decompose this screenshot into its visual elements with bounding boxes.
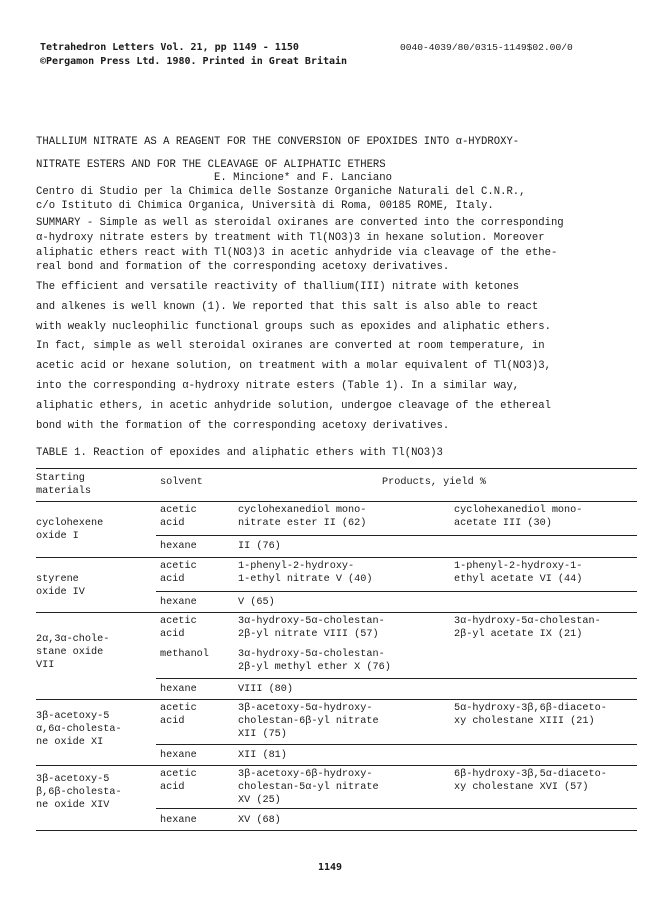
body-line: into the corresponding α-hydroxy nitrate esters (Table 1). In a similar way,: [36, 380, 520, 392]
body-line: with weakly nucleophilic functional groups such as epoxides and aliphatic ethers.: [36, 321, 551, 333]
summary-line: aliphatic ethers react with Tl(NO3)3 in acetic anhydride via cleavage of the ethe-: [36, 247, 558, 259]
table-row-material: 3β-acetoxy-5 α,6α-cholesta- ne oxide XI: [36, 711, 122, 748]
table-cell-product: cyclohexanediol mono- acetate III (30): [454, 505, 583, 529]
body-line: In fact, simple as well steroidal oxiranes are converted at room temperature, in: [36, 340, 545, 352]
body-line: aliphatic ethers, in acetic anhydride solution, undergoe cleavage of the ethereal: [36, 400, 551, 412]
table-cell-product: 3α-hydroxy-5α-cholestan- 2β-yl acetate IX (21): [454, 616, 601, 640]
header-starting-materials: Starting materials: [36, 473, 92, 497]
table-cell-solvent: acetic acid: [160, 505, 197, 529]
article-code: 0040-4039/80/0315-1149$02.00/0: [400, 42, 573, 53]
table-top-rule: [36, 468, 637, 469]
page-number: 1149: [318, 862, 343, 873]
header-rule: [36, 501, 637, 502]
sub-rule: [156, 744, 637, 745]
body-line: and alkenes is well known (1). We reported that this salt is also able to react: [36, 301, 539, 313]
summary-line: SUMMARY - Simple as well as steroidal oxiranes are converted into the corresponding: [36, 217, 564, 229]
table-cell-product: 3β-acetoxy-6β-hydroxy- cholestan-5α-yl nitrate XV (25): [238, 769, 379, 806]
group-rule: [36, 765, 637, 766]
table-row-material: cyclohexene oxide I: [36, 518, 104, 542]
table-cell-solvent: hexane: [160, 541, 197, 552]
table-cell-product: XV (68): [238, 815, 281, 826]
body-line: bond with the formation of the corresponding acetoxy derivatives.: [36, 420, 450, 432]
table-cell-solvent: acetic acid: [160, 561, 197, 585]
header-products: Products, yield %: [382, 477, 486, 488]
table-cell-product: 6β-hydroxy-3β,5α-diaceto- xy cholestane XVI (57): [454, 769, 607, 793]
group-rule: [36, 699, 637, 700]
table-cell-solvent: acetic acid: [160, 616, 197, 640]
table-cell-solvent: acetic acid: [160, 703, 197, 727]
journal-line: Tetrahedron Letters Vol. 21, pp 1149 - 1150: [40, 42, 299, 53]
table-row-material: 3β-acetoxy-5 β,6β-cholesta- ne oxide XIV: [36, 774, 122, 811]
table-cell-product: 1-phenyl-2-hydroxy-1- ethyl acetate VI (44): [454, 561, 583, 585]
table-cell-solvent: methanol: [160, 649, 209, 660]
table-cell-product: II (76): [238, 541, 281, 552]
table-row-material: styrene oxide IV: [36, 574, 85, 598]
group-rule: [36, 557, 637, 558]
table-cell-solvent: hexane: [160, 815, 197, 826]
header-solvent: solvent: [160, 477, 203, 488]
publisher-line: ©Pergamon Press Ltd. 1980. Printed in Great Britain: [40, 56, 348, 67]
table-cell-product: 1-phenyl-2-hydroxy- 1-ethyl nitrate V (40): [238, 561, 373, 585]
article-title-line-1: THALLIUM NITRATE AS A REAGENT FOR THE CONVERSION OF EPOXIDES INTO α-HYDROXY-: [36, 136, 520, 148]
group-rule: [36, 612, 637, 613]
table-bottom-rule: [36, 830, 637, 831]
article-title-line-2: NITRATE ESTERS AND FOR THE CLEAVAGE OF ALIPHATIC ETHERS: [36, 159, 386, 171]
table-caption: TABLE 1. Reaction of epoxides and aliphatic ethers with Tl(NO3)3: [36, 447, 443, 459]
table-cell-product: 3α-hydroxy-5α-cholestan- 2β-yl methyl ether X (76): [238, 649, 391, 673]
table-cell-product: 3β-acetoxy-5α-hydroxy- cholestan-6β-yl nitrate XII (75): [238, 703, 379, 740]
table-cell-product: 5α-hydroxy-3β,6β-diaceto- xy cholestane XIII (21): [454, 703, 607, 727]
sub-rule: [156, 535, 637, 536]
authors: E. Mincione* and F. Lanciano: [214, 172, 393, 184]
affiliation-line-1: Centro di Studio per la Chimica delle Sostanze Organiche Naturali del C.N.R.,: [36, 186, 526, 198]
summary-line: α-hydroxy nitrate esters by treatment with Tl(NO3)3 in hexane solution. Moreover: [36, 232, 545, 244]
table-cell-product: XII (81): [238, 750, 287, 761]
sub-rule: [156, 591, 637, 592]
body-line: The efficient and versatile reactivity of thallium(III) nitrate with ketones: [36, 281, 520, 293]
sub-rule: [156, 678, 637, 679]
affiliation-line-2: c/o Istituto di Chimica Organica, Università di Roma, 00185 ROME, Italy.: [36, 200, 494, 212]
table-cell-solvent: hexane: [160, 597, 197, 608]
sub-rule: [156, 808, 637, 809]
table-cell-product: VIII (80): [238, 684, 294, 695]
table-row-material: 2α,3α-chole- stane oxide VII: [36, 634, 110, 671]
table-cell-solvent: hexane: [160, 750, 197, 761]
table-cell-product: V (65): [238, 597, 275, 608]
table-cell-product: 3α-hydroxy-5α-cholestan- 2β-yl nitrate VIII (57): [238, 616, 385, 640]
summary-line: real bond and formation of the corresponding acetoxy derivatives.: [36, 261, 450, 273]
table-cell-solvent: acetic acid: [160, 769, 197, 793]
body-line: acetic acid or hexane solution, on treatment with a molar equivalent of Tl(NO3)3,: [36, 360, 551, 372]
table-cell-solvent: hexane: [160, 684, 197, 695]
table-cell-product: cyclohexanediol mono- nitrate ester II (62): [238, 505, 367, 529]
